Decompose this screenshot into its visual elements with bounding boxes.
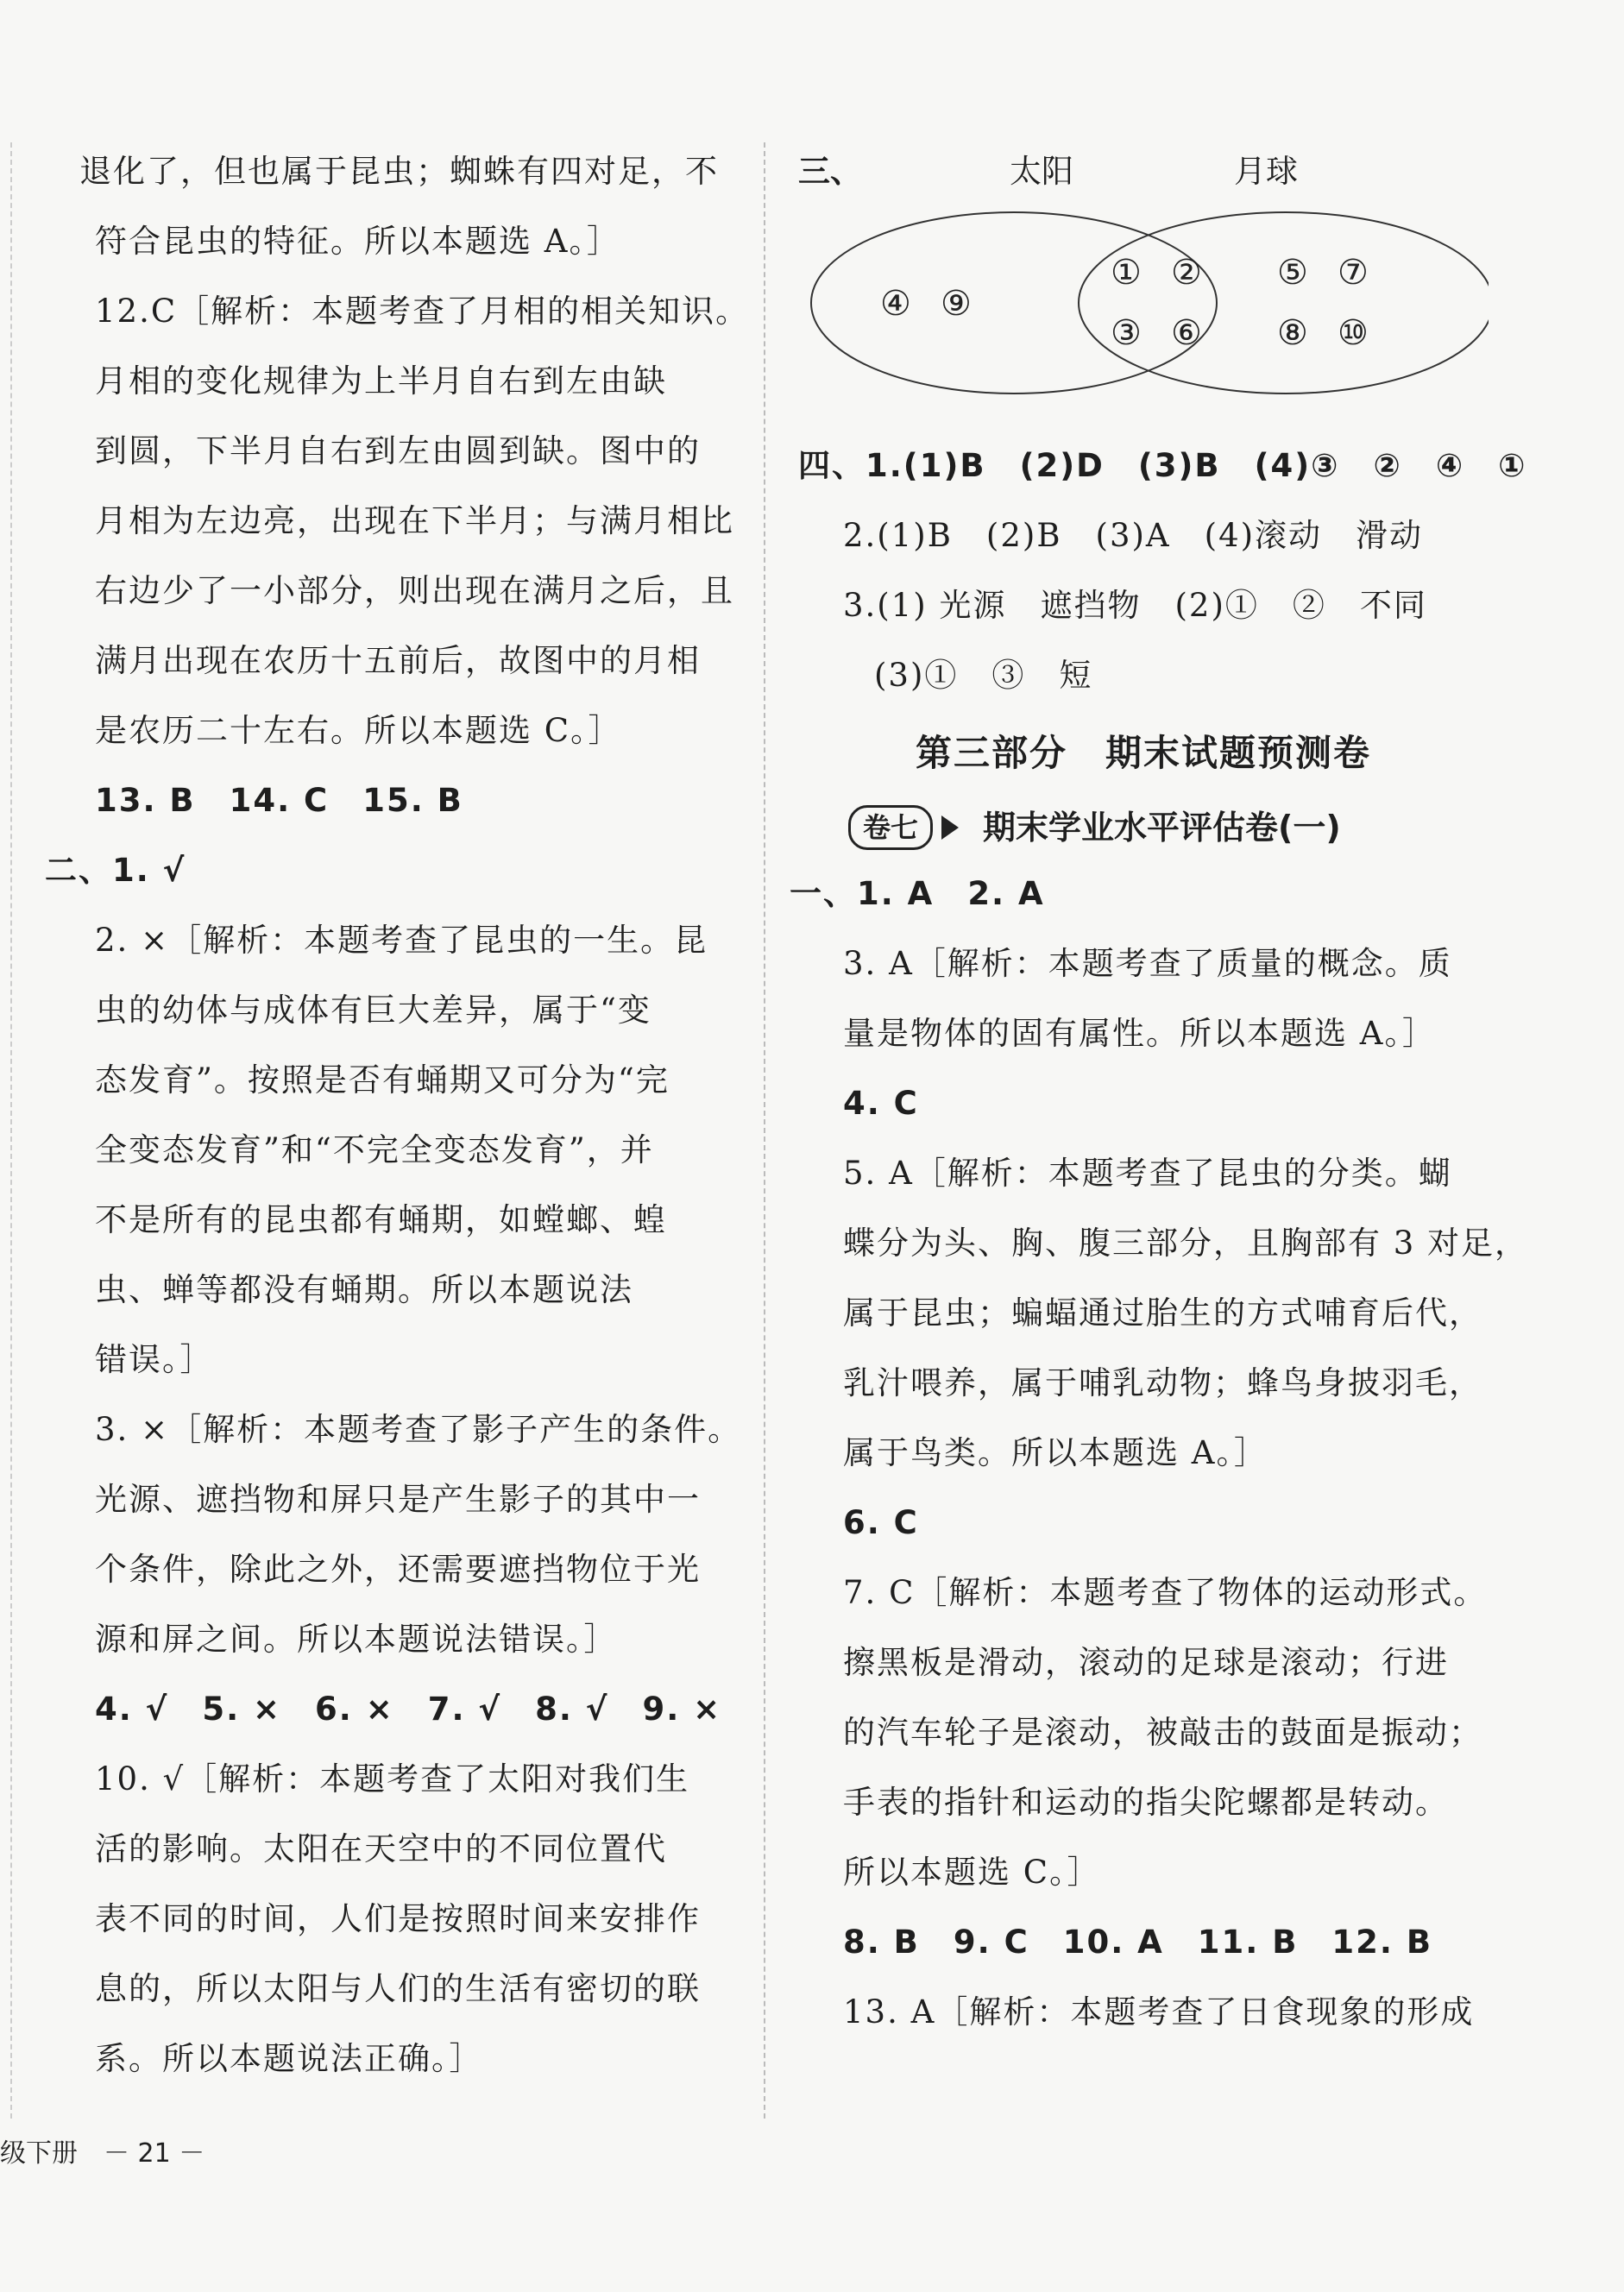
- text-line: 蝶分为头、胸、腹三部分，且胸部有 3 对足，: [843, 1225, 1529, 1262]
- venn-item: ②: [1171, 253, 1202, 293]
- text-line: 态发育”。按照是否有蛹期又可分为“完: [95, 1061, 670, 1099]
- answer-line: 8. B 9. C 10. A 11. B 12. B: [843, 1924, 1433, 1961]
- paper-heading: [798, 797, 1489, 859]
- paper-badge: 卷七: [848, 805, 933, 850]
- venn-section-label: 三、: [798, 153, 862, 190]
- text-line: 系。所以本题说法正确。］: [95, 2040, 483, 2077]
- text-line: 3. ×［解析：本题考查了影子产生的条件。: [95, 1411, 742, 1448]
- answer-line: 4. C: [843, 1085, 919, 1122]
- answer-line: 2.(1)B (2)B (3)A (4)滚动 滑动: [843, 517, 1424, 554]
- text-line: 2. ×［解析：本题考查了昆虫的一生。昆: [95, 922, 708, 959]
- text-line: 满月出现在农历十五前后，故图中的月相: [95, 642, 701, 679]
- answer-line: 3.(1) 光源 遮挡物 (2)① ② 不同: [843, 587, 1427, 624]
- text-line: 是农历二十左右。所以本题选 C。］: [95, 712, 622, 749]
- text-line: 13. A［解析：本题考查了日食现象的形成: [843, 1993, 1475, 2031]
- venn-moon-ellipse: [1079, 212, 1489, 394]
- text-line: 乳汁喂养，属于哺乳动物；蜂鸟身披羽毛，: [843, 1364, 1482, 1401]
- text-line: 不是所有的昆虫都有蛹期，如螳螂、蝗: [95, 1201, 667, 1238]
- text-line: 量是物体的固有属性。所以本题选 A。］: [843, 1015, 1436, 1052]
- answer-line: 13. B 14. C 15. B: [95, 782, 463, 819]
- section-heading: 一、1. A 2. A: [790, 875, 1045, 912]
- left-margin-rule: [10, 142, 12, 2119]
- text-line: 月相为左边亮，出现在下半月；与满月相比: [95, 502, 734, 539]
- text-line: 活的影响。太阳在天空中的不同位置代: [95, 1830, 667, 1867]
- right-column: [790, 136, 1529, 2047]
- text-line: 错误。］: [95, 1341, 214, 1378]
- venn-item: ⑥: [1171, 313, 1202, 353]
- text-line: 属于鸟类。所以本题选 A。］: [843, 1434, 1268, 1471]
- venn-item: ⑦: [1338, 253, 1369, 293]
- answer-line: 四、1.(1)B (2)D (3)B (4)③ ② ④ ①: [798, 447, 1527, 484]
- venn-sun-ellipse: [811, 212, 1217, 394]
- text-line: 擦黑板是滑动，滚动的足球是滚动；行进: [843, 1644, 1449, 1681]
- text-line: 5. A［解析：本题考查了昆虫的分类。蝴: [843, 1155, 1452, 1192]
- venn-item: ③: [1111, 313, 1142, 353]
- venn-diagram: [798, 206, 1489, 431]
- text-line: 到圆，下半月自右到左由圆到缺。图中的: [95, 432, 701, 469]
- text-line: 月相的变化规律为上半月自右到左由缺: [95, 362, 667, 400]
- text-line: 全变态发育”和“不完全变态发育”，并: [95, 1131, 654, 1168]
- text-line: 12.C［解析：本题考查了月相的相关知识。: [95, 293, 750, 330]
- venn-item: ①: [1111, 253, 1142, 293]
- text-line: 虫的幼体与成体有巨大差异，属于“变: [95, 992, 651, 1029]
- text-line: 3. A［解析：本题考查了质量的概念。质: [843, 945, 1452, 982]
- text-line: 10. √［解析：本题考查了太阳对我们生: [95, 1760, 690, 1798]
- text-line: 退化了，但也属于昆虫；蜘蛛有四对足，不: [79, 153, 719, 190]
- text-line: 属于昆虫；蝙蝠通过胎生的方式哺育后代，: [843, 1294, 1482, 1332]
- column-divider: [764, 142, 765, 2119]
- venn-item: ⑨: [941, 284, 972, 324]
- text-line: 手表的指针和运动的指尖陀螺都是转动。: [843, 1784, 1449, 1821]
- text-line: 息的，所以太阳与人们的生活有密切的联: [95, 1970, 701, 2007]
- text-line: 的汽车轮子是滚动，被敲击的鼓面是振动；: [843, 1714, 1482, 1751]
- triangle-icon: [941, 815, 959, 840]
- answer-line: (3)① ③ 短: [874, 657, 1093, 694]
- section-title: 第三部分 期末试题预测卷: [915, 732, 1371, 774]
- venn-left-label: 太阳: [1010, 153, 1073, 190]
- text-line: 右边少了一小部分，则出现在满月之后，且: [95, 572, 734, 609]
- text-line: 光源、遮挡物和屏只是产生影子的其中一: [95, 1481, 701, 1518]
- text-line: 表不同的时间，人们是按照时间来安排作: [95, 1900, 701, 1937]
- text-line: 符合昆虫的特征。所以本题选 A。］: [95, 223, 620, 260]
- text-line: 所以本题选 C。］: [843, 1854, 1101, 1891]
- venn-item: ⑤: [1277, 253, 1308, 293]
- venn-item: ⑩: [1338, 313, 1369, 353]
- page-footer: 级下册 － 21 －: [0, 2138, 205, 2169]
- venn-right-label: 月球: [1234, 153, 1298, 190]
- section-heading: 二、1. √: [45, 852, 186, 889]
- text-line: 源和屏之间。所以本题说法错误。］: [95, 1621, 618, 1658]
- answer-line: 6. C: [843, 1504, 919, 1541]
- text-line: 7. C［解析：本题考查了物体的运动形式。: [843, 1574, 1488, 1611]
- paper-title: 期末学业水平评估卷(一): [983, 809, 1341, 847]
- venn-svg: [798, 206, 1489, 431]
- venn-header: [798, 136, 1489, 206]
- left-column: [45, 136, 752, 2094]
- answer-line: 4. √ 5. × 6. × 7. √ 8. √ 9. ×: [95, 1691, 722, 1728]
- venn-item: ⑧: [1277, 313, 1308, 353]
- text-line: 虫、蝉等都没有蛹期。所以本题说法: [95, 1271, 633, 1308]
- venn-item: ④: [880, 284, 911, 324]
- text-line: 个条件，除此之外，还需要遮挡物位于光: [95, 1551, 701, 1588]
